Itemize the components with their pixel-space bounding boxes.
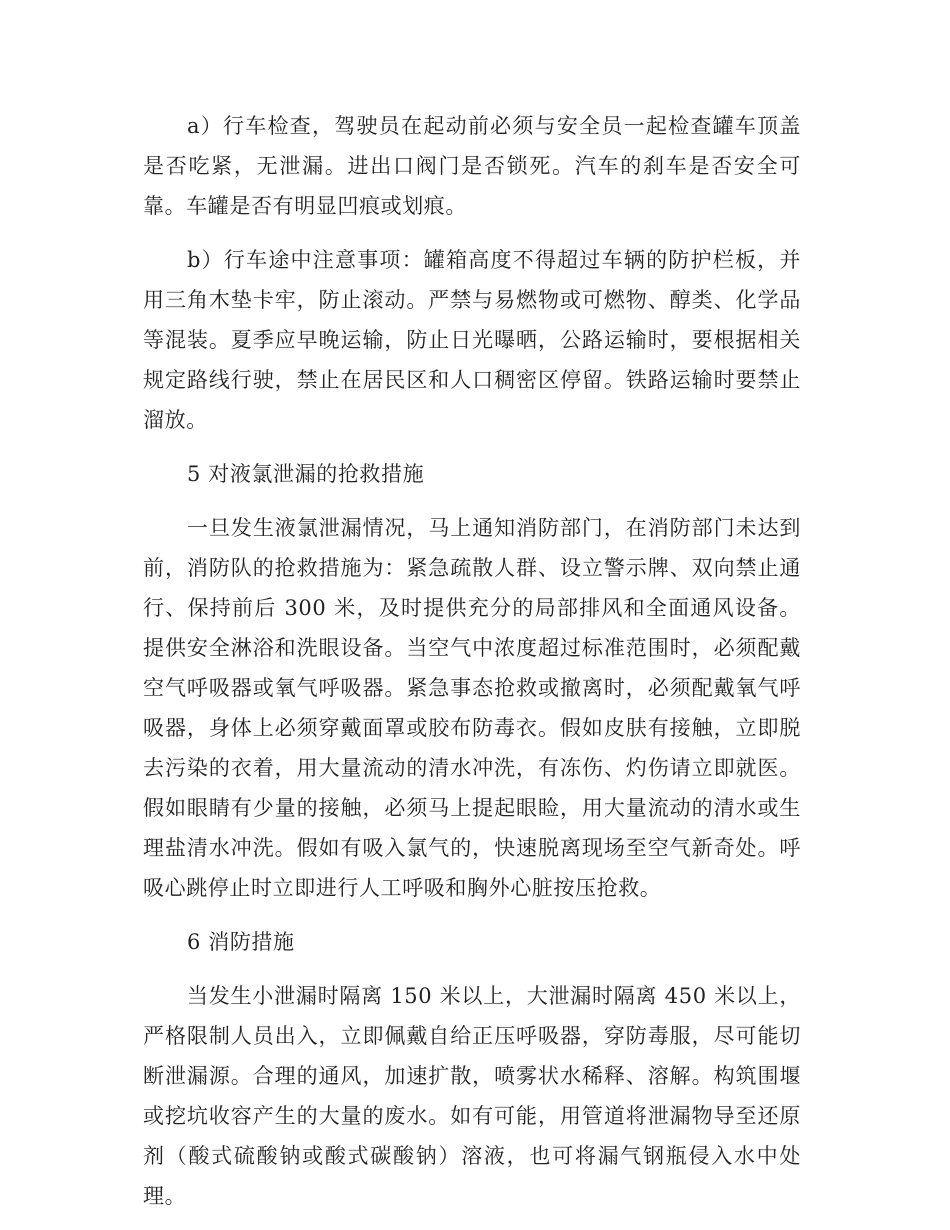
- paragraph-in-transit-precautions: b）行车途中注意事项：罐箱高度不得超过车辆的防护栏板，并用三角木垫卡牢，防止滚动。严禁与易燃物或可燃物、醇类、化学品等混装。夏季应早晚运输，防止日光曝晒，公路运输时，要根据相关规定路线行驶，禁止在居民区和人口稠密区停留。铁路运输时要禁止溜放。: [143, 248, 801, 432]
- paragraph-leak-rescue-measures: 一旦发生液氯泄漏情况，马上通知消防部门，在消防部门未达到前，消防队的抢救措施为：紧急疏散人群、设立警示牌、双向禁止通行、保持前后 300 米，及时提供充分的局部排风和全面通风设备。提供安全淋浴和洗眼设备。当空气中浓度超过标准范围时，必须配戴空气呼吸器或氧气呼吸器。紧急事态抢救或撤离时，必须配戴氧气呼吸器，身体上必须穿戴面罩或胶布防毒衣。假如皮肤有接触，立即脱去污染的衣着，用大量流动的清水冲洗，有冻伤、灼伤请立即就医。假如眼睛有少量的接触，必须马上提起眼睑，用大量流动的清水或生理盐清水冲洗。假如有吸入氯气的，快速脱离现场至空气新奇处。呼吸心跳停止时立即进行人工呼吸和胸外心脏按压抢救。: [143, 516, 801, 900]
- section-heading-leak-rescue: 5 对液氯泄漏的抢救措施: [187, 462, 425, 486]
- section-heading-fire-measures: 6 消防措施: [187, 930, 295, 954]
- paragraph-fire-measures: 当发生小泄漏时隔离 150 米以上，大泄漏时隔离 450 米以上，严格限制人员出入，立即佩戴自给正压呼吸器，穿防毒服，尽可能切断泄漏源。合理的通风，加速扩散，喷雾状水稀释、溶解。构筑围堰或挖坑收容产生的大量的废水。如有可能，用管道将泄漏物导至还原剂（酸式硫酸钠或酸式碳酸钠）溶液，也可将漏气钢瓶侵入水中处理。: [143, 984, 801, 1208]
- document-body: [143, 106, 801, 1230]
- paragraph-pre-trip-inspection: a）行车检查，驾驶员在起动前必须与安全员一起检查罐车顶盖是否吃紧，无泄漏。进出口阀门是否锁死。汽车的刹车是否安全可靠。车罐是否有明显凹痕或划痕。: [143, 114, 801, 218]
